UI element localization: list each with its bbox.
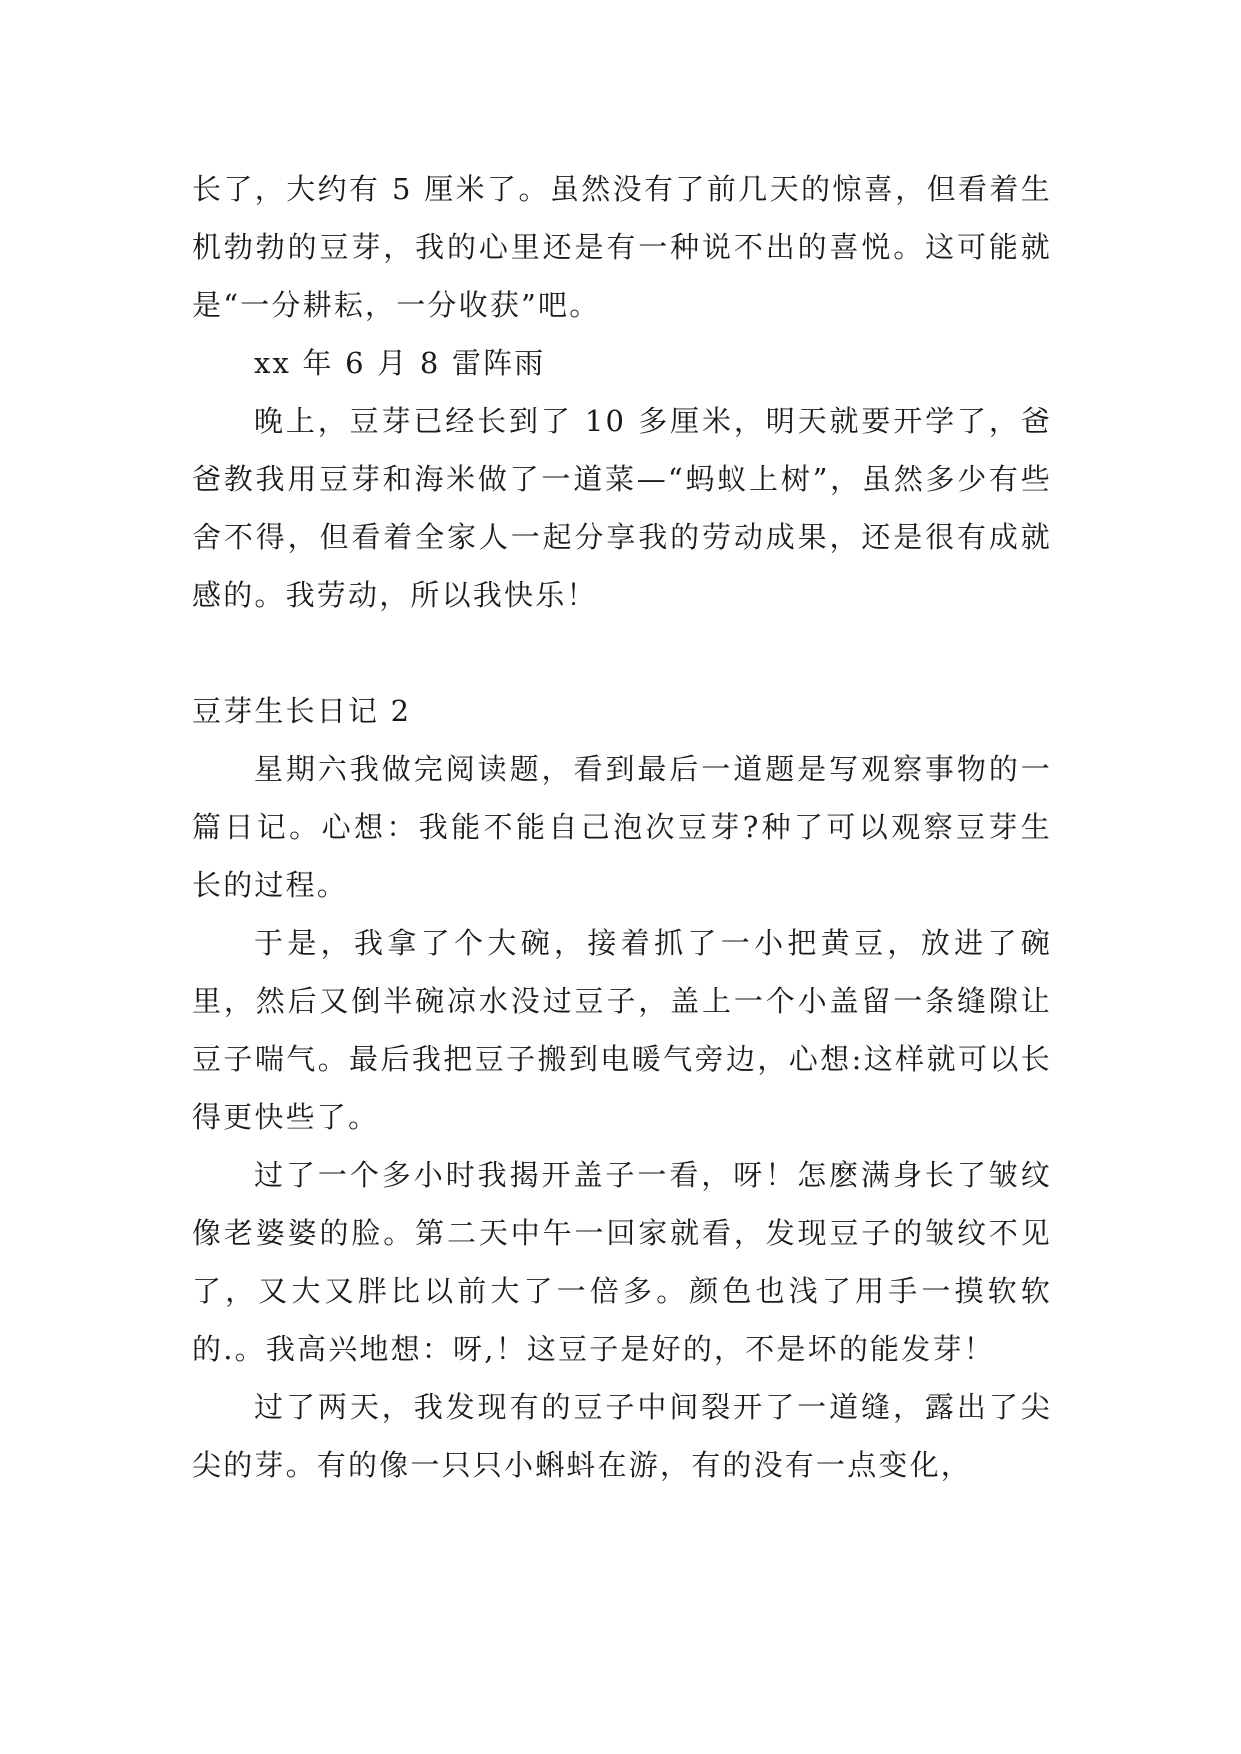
- paragraph-saturday: 星期六我做完阅读题，看到最后一道题是写观察事物的一篇日记。心想：我能不能自己泡次豆芽?种了可以观察豆芽生长的过程。: [192, 752, 1052, 902]
- paragraph-wrinkles: 过了一个多小时我揭开盖子一看，呀！怎麽满身长了皱纹像老婆婆的脸。第二天中午一回家就看，发现豆子的皱纹不见了，又大又胖比以前大了一倍多。颜色也浅了用手一摸软软的.。我高兴地想：呀,！这豆子是好的，不是坏的能发芽！: [192, 1158, 1052, 1366]
- diary-date-line: xx 年 6 月 8 雷阵雨: [254, 346, 546, 380]
- section-heading: 豆芽生长日记 2: [192, 694, 412, 728]
- paragraph-soaking: 于是，我拿了个大碗，接着抓了一小把黄豆，放进了碗里，然后又倒半碗凉水没过豆子，盖上一个小盖留一条缝隙让豆子喘气。最后我把豆子搬到电暖气旁边，心想:这样就可以长得更快些了。: [192, 926, 1052, 1134]
- paragraph-continuation: 长了，大约有 5 厘米了。虽然没有了前几天的惊喜，但看着生机勃勃的豆芽，我的心里还是有一种说不出的喜悦。这可能就是“一分耕耘，一分收获”吧。: [192, 172, 1052, 322]
- paragraph-evening: 晚上，豆芽已经长到了 10 多厘米，明天就要开学了，爸爸教我用豆芽和海米做了一道菜—“蚂蚁上树”，虽然多少有些舍不得，但看着全家人一起分享我的劳动成果，还是很有成就感的。我劳动，所以我快乐！: [192, 404, 1052, 612]
- document-body: [192, 160, 1052, 1494]
- paragraph-sprouting: 过了两天，我发现有的豆子中间裂开了一道缝，露出了尖尖的芽。有的像一只只小蝌蚪在游，有的没有一点变化，: [192, 1390, 1052, 1482]
